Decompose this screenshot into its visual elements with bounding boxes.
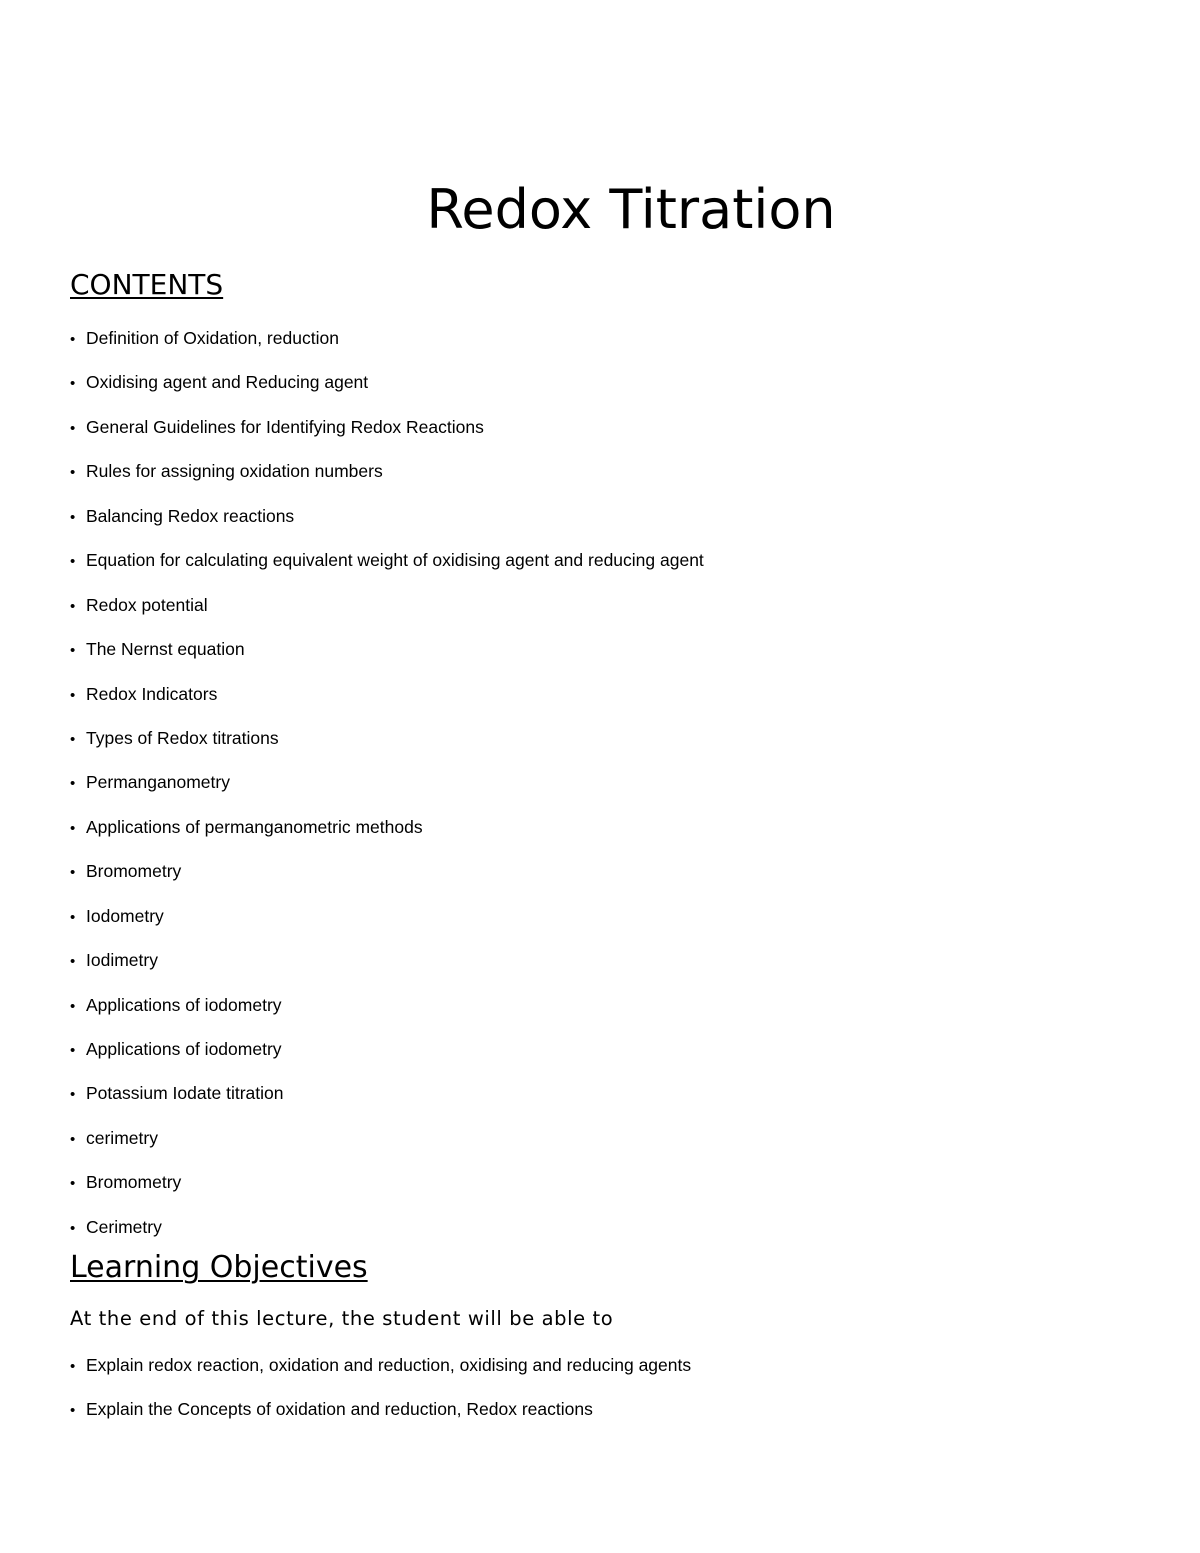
objective-item-text: Explain the Concepts of oxidation and reduction, Redox reactions [86, 1399, 593, 1420]
contents-item-text: Definition of Oxidation, reduction [86, 328, 339, 348]
contents-item-text: Redox Indicators [86, 683, 218, 704]
bullet-icon: • [70, 1175, 76, 1193]
bullet-icon: • [70, 819, 76, 837]
bullet-icon: • [70, 1219, 76, 1237]
contents-item [70, 1080, 704, 1124]
bullet-icon: • [70, 997, 76, 1015]
contents-item [70, 769, 704, 813]
bullet-icon: • [70, 1086, 76, 1104]
contents-item-text: Equation for calculating equivalent weight of oxidising agent and reducing agent [86, 550, 704, 571]
learning-objectives-heading: Learning Objectives [70, 1250, 368, 1285]
bullet-icon: • [70, 730, 76, 748]
contents-item [70, 592, 704, 636]
bullet-icon: • [70, 1358, 76, 1375]
bullet-icon: • [70, 508, 76, 526]
bullet-icon: • [70, 1402, 76, 1420]
bullet-icon: • [70, 775, 76, 793]
contents-item [70, 725, 704, 769]
contents-item [70, 992, 704, 1036]
contents-item [70, 503, 704, 547]
contents-item [70, 858, 704, 902]
bullet-icon: • [70, 553, 76, 571]
bullet-icon: • [70, 908, 76, 926]
contents-item [70, 1036, 704, 1080]
contents-item-text: Iodimetry [86, 950, 158, 971]
bullet-icon: • [70, 864, 76, 882]
contents-item-text: Redox potential [86, 594, 208, 615]
contents-item [70, 547, 704, 591]
contents-item [70, 1125, 704, 1169]
contents-item-text: Rules for assigning oxidation numbers [86, 461, 383, 482]
contents-item-text: cerimetry [86, 1127, 158, 1148]
contents-item [70, 636, 704, 680]
contents-item [70, 681, 704, 725]
objective-item-text: Explain redox reaction, oxidation and reduction, oxidising and reducing agents [86, 1355, 692, 1375]
contents-item [70, 1169, 704, 1213]
contents-item-text: Applications of permanganometric methods [86, 816, 423, 837]
bullet-icon: • [70, 375, 76, 393]
bullet-icon: • [70, 686, 76, 704]
objective-item [70, 1396, 691, 1440]
contents-item [70, 903, 704, 947]
bullet-icon: • [70, 419, 76, 437]
contents-item-text: Iodometry [86, 905, 164, 926]
contents-item-text: Applications of iodometry [86, 1039, 282, 1059]
contents-item-text: The Nernst equation [86, 639, 245, 660]
contents-item-text: Permanganometry [86, 772, 230, 793]
contents-item-text: Potassium Iodate titration [86, 1083, 284, 1104]
contents-item-text: General Guidelines for Identifying Redox Reactions [86, 416, 484, 437]
contents-item-text: Bromometry [86, 861, 182, 882]
bullet-icon: • [70, 331, 76, 348]
contents-item [70, 814, 704, 858]
document-title: Redox Titration [426, 178, 836, 241]
bullet-icon: • [70, 953, 76, 971]
contents-item [70, 369, 704, 413]
learning-objectives-intro: At the end of this lecture, the student will be able to [70, 1307, 614, 1330]
contents-item [70, 947, 704, 991]
contents-item-text: Types of Redox titrations [86, 727, 279, 748]
contents-item-text: Applications of iodometry [86, 994, 282, 1015]
learning-objectives-list [70, 1352, 691, 1441]
bullet-icon: • [70, 642, 76, 660]
objective-item [70, 1352, 691, 1396]
bullet-icon: • [70, 597, 76, 615]
contents-heading: CONTENTS [70, 268, 224, 301]
contents-item [70, 414, 704, 458]
contents-item-text: Bromometry [86, 1172, 182, 1193]
contents-item-text: Cerimetry [86, 1216, 162, 1237]
contents-list [70, 325, 704, 1258]
contents-item [70, 325, 704, 369]
bullet-icon: • [70, 464, 76, 482]
bullet-icon: • [70, 1042, 76, 1059]
contents-item-text: Balancing Redox reactions [86, 505, 295, 526]
contents-item-text: Oxidising agent and Reducing agent [86, 372, 369, 393]
contents-item [70, 458, 704, 502]
bullet-icon: • [70, 1130, 76, 1148]
